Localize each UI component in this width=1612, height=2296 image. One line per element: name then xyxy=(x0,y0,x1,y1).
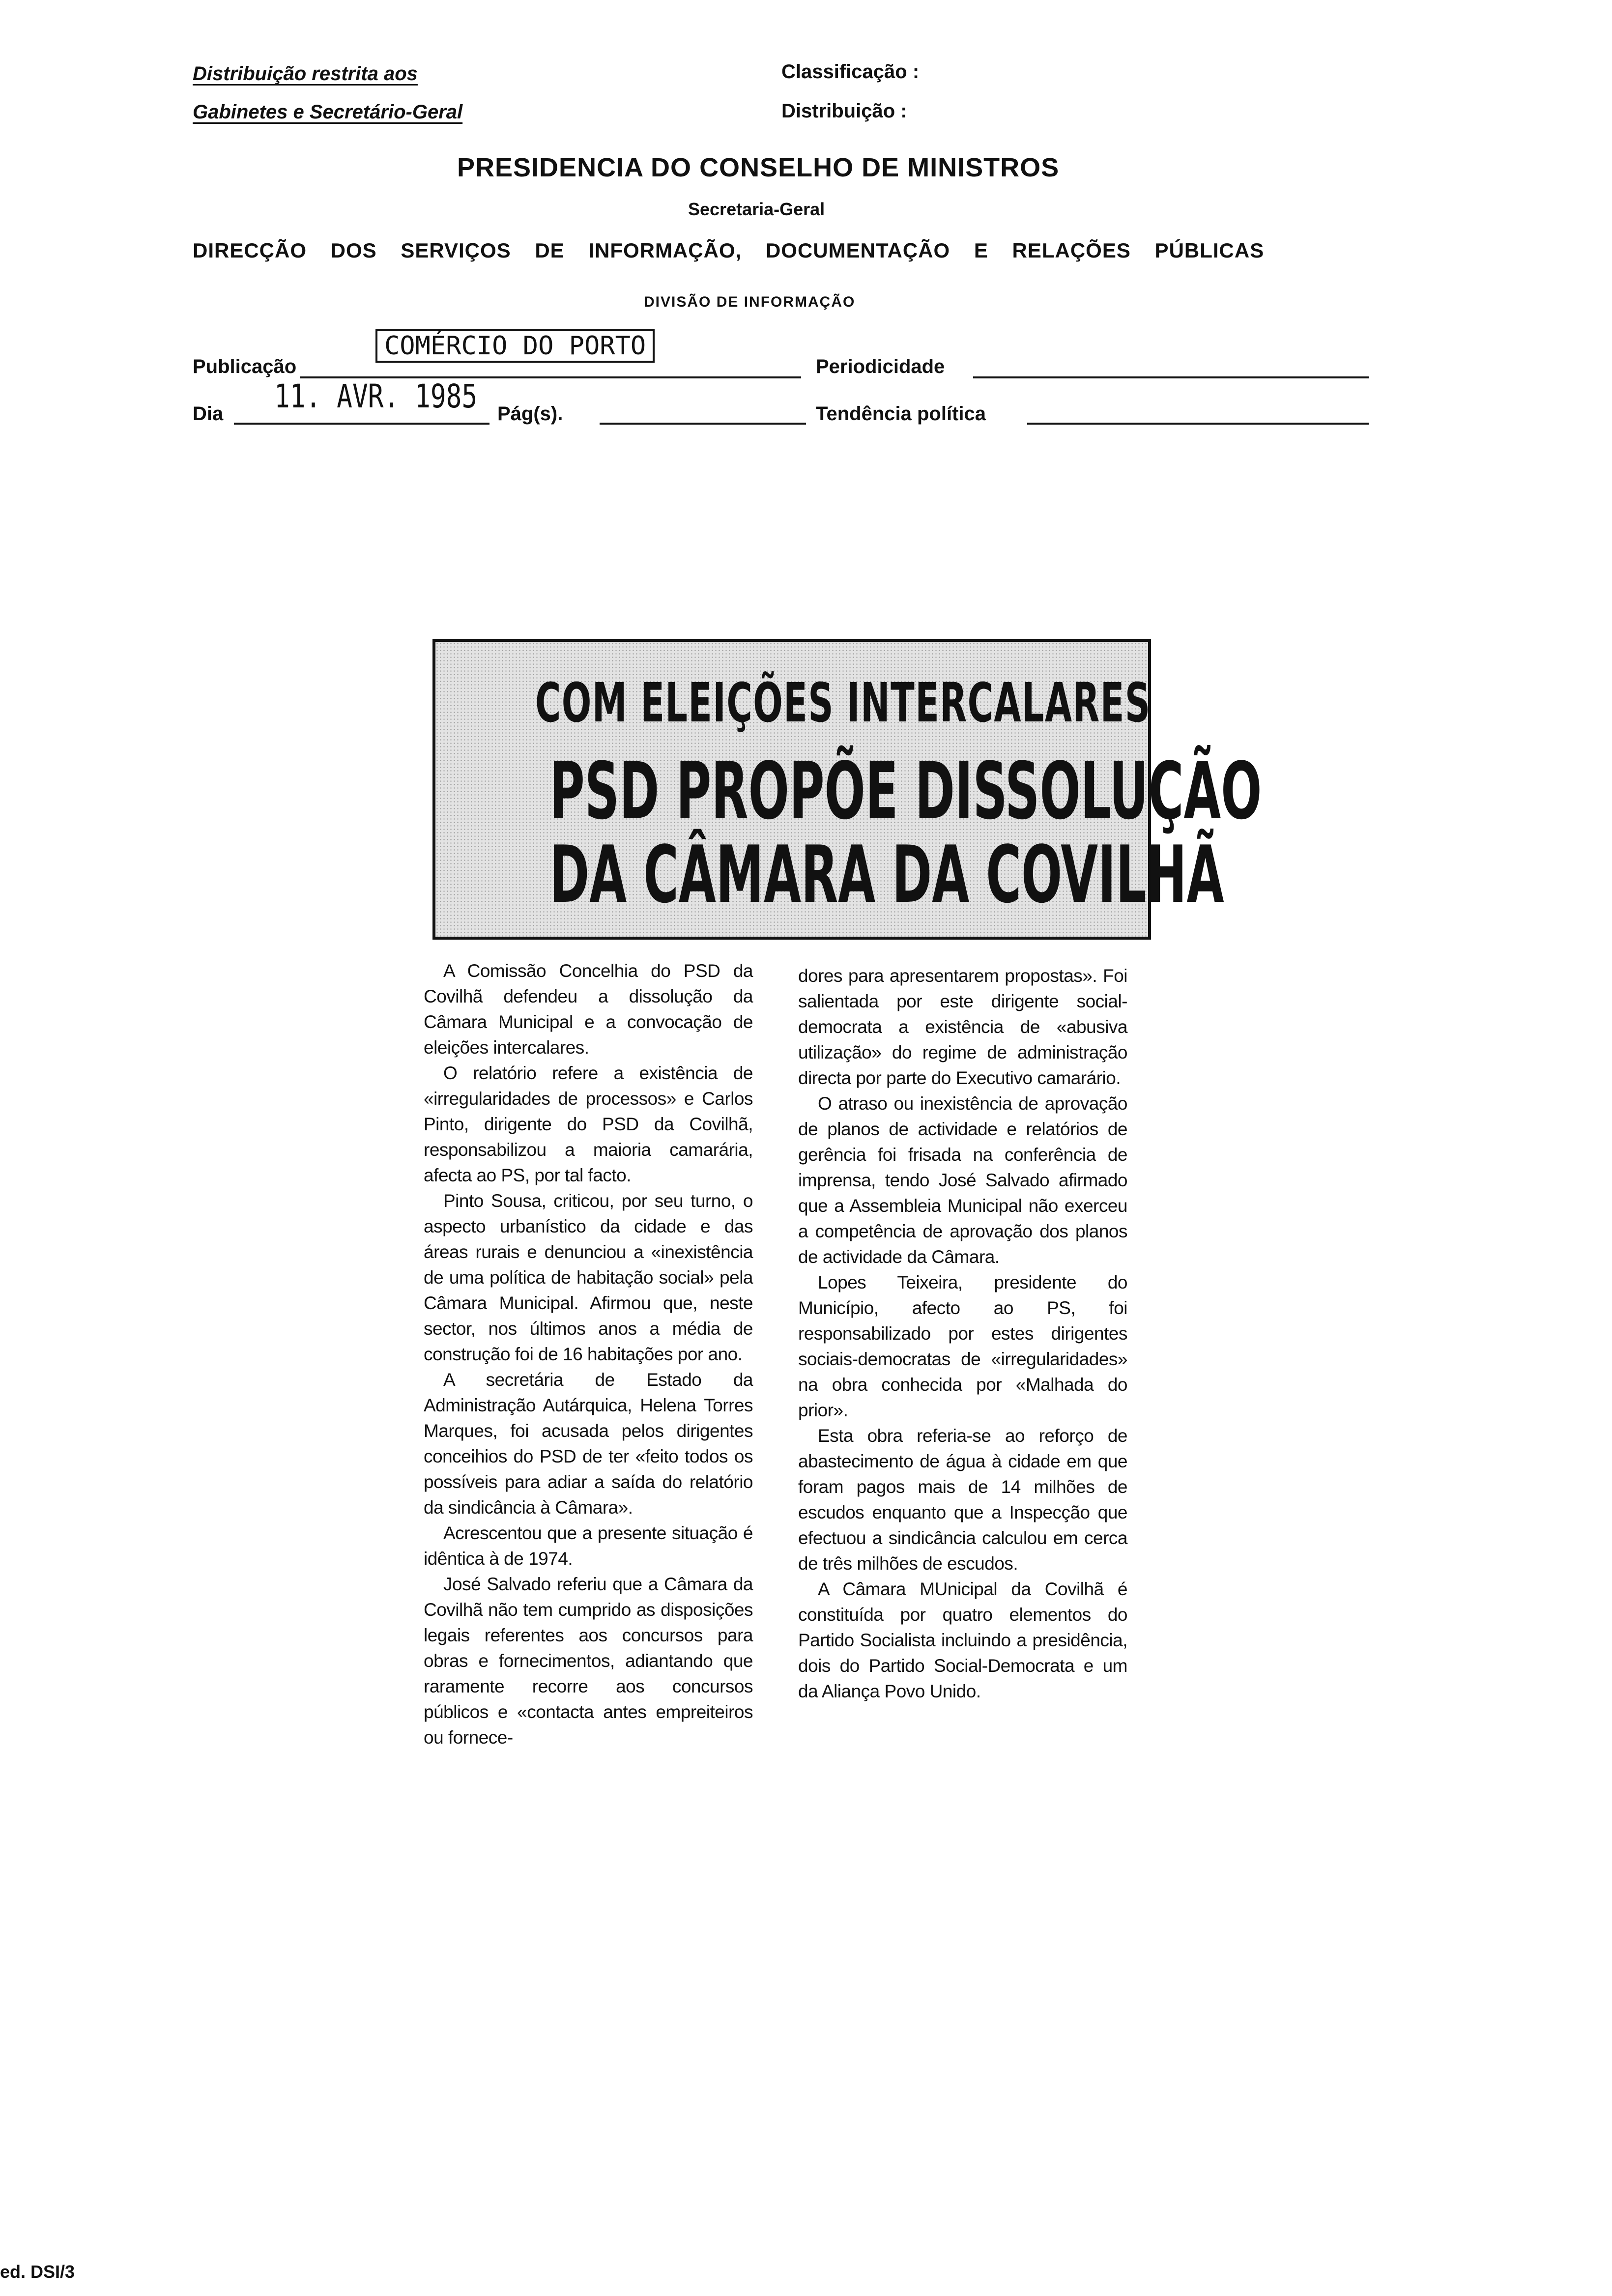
political-tendency-label: Tendência política xyxy=(816,403,986,425)
publication-label: Publicação xyxy=(193,356,297,377)
pages-underline xyxy=(600,423,806,425)
periodicity-underline xyxy=(973,376,1369,378)
publication-stamp: COMÉRCIO DO PORTO xyxy=(375,329,655,363)
form-code: ed. DSI/3 xyxy=(0,2262,75,2282)
article-column-2 xyxy=(798,963,1127,1704)
day-stamp: 11. AVR. 1985 xyxy=(274,377,478,415)
pages-label: Pág(s). xyxy=(497,403,563,425)
article-paragraph: A secretária de Estado da Administração Autárquica, Helena Torres Marques, foi acusada pelos dirigentes conceihios do PSD de ter «feito todos os possíveis para adiar a saída do relatório da sindicância à Câmara». xyxy=(424,1370,753,1518)
article-headline-box xyxy=(432,639,1262,940)
article-paragraph-continued: dores para apresentarem propostas». Foi salientada por este dirigente social-democrata a existência de «abusiva utilização» do regime de administração directa por parte do Executivo camarário. xyxy=(798,966,1127,1088)
day-label: Dia xyxy=(193,403,224,425)
day-underline xyxy=(234,423,489,425)
article-headline-line2: DA CÂMARA DA COVILHÃ xyxy=(549,829,1224,920)
article-kicker: COM ELEIÇÕES INTERCALARES xyxy=(535,671,1151,734)
department-name: DIRECÇÃO DOS SERVIÇOS DE INFORMAÇÃO, DOCUMENTAÇÃO E RELAÇÕES PÚBLICAS xyxy=(193,239,1265,262)
article-paragraph: José Salvado referiu que a Câmara da Covilhã não tem cumprido as disposições legais referentes aos concursos para obras e fornecimentos, adiantando que raramente recorre aos concursos públicos e «contacta antes empreiteiros ou fornece- xyxy=(424,1574,753,1748)
article-paragraph: A Comissão Concelhia do PSD da Covilhã defendeu a dissolução da Câmara Municipal e a convocação de eleições intercalares. xyxy=(424,961,753,1058)
institution-title: PRESIDENCIA DO CONSELHO DE MINISTROS xyxy=(457,153,1060,182)
restricted-distribution-line2: Gabinetes e Secretário-Geral xyxy=(193,101,463,123)
article-headline-line1: PSD PROPÕE DISSOLUÇÃO xyxy=(549,745,1262,837)
restricted-distribution-line1: Distribuição restrita aos xyxy=(193,63,418,85)
article-paragraph: Acrescentou que a presente situação é idêntica à de 1974. xyxy=(424,1523,753,1569)
division-name: DIVISÃO DE INFORMAÇÃO xyxy=(644,294,856,310)
article-paragraph: Lopes Teixeira, presidente do Município, afecto ao PS, foi responsabilizado por estes dirigentes sociais-democratas de «irregularidades» na obra conhecida por «Malhada do prior». xyxy=(798,1272,1127,1420)
institution-subtitle: Secretaria-Geral xyxy=(688,199,825,219)
article-paragraph: O relatório refere a existência de «irregularidades de processos» e Carlos Pinto, dirigente do PSD da Covilhã, responsabilizou a maioria camarária, afecta ao PS, por tal facto. xyxy=(424,1063,753,1185)
article-paragraph: A Câmara MUnicipal da Covilhã é constituída por quatro elementos do Partido Socialista incluindo a presidência, dois do Partido Social-Democrata e um da Aliança Povo Unido. xyxy=(798,1579,1127,1701)
article-paragraph: O atraso ou inexistência de aprovação de planos de actividade e relatórios de gerência foi frisada na conferência de imprensa, tendo José Salvado afirmado que a Assembleia Municipal não exerceu a competência de aprovação dos planos de actividade da Câmara. xyxy=(798,1093,1127,1267)
article-column-1 xyxy=(424,958,753,1751)
classification-label: Classificação : xyxy=(781,61,920,83)
article-paragraph: Pinto Sousa, criticou, por seu turno, o aspecto urbanístico da cidade e das áreas rurais e denunciou a «inexistência de uma política de habitação social» pela Câmara Municipal. Afirmou que, neste sector, nos últimos anos a média de construção foi de 16 habitações por ano. xyxy=(424,1191,753,1364)
article-paragraph: Esta obra referia-se ao reforço de abastecimento de água à cidade em que foram pagos mais de 14 milhões de escudos enquanto que a Inspecção que efectuou a sindicância calculou em cerca de três milhões de escudos. xyxy=(798,1426,1127,1574)
political-tendency-underline xyxy=(1027,423,1369,425)
distribution-label: Distribuição : xyxy=(781,100,907,122)
periodicity-label: Periodicidade xyxy=(816,356,945,377)
